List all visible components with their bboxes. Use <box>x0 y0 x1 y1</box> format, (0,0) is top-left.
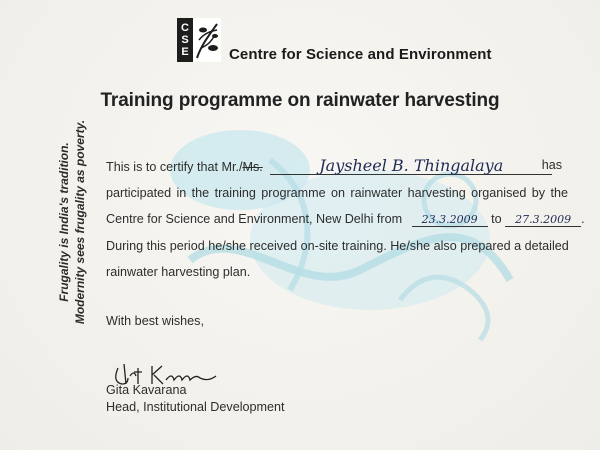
certify-suffix: has <box>541 158 562 172</box>
certify-prefix: This is to certify that Mr./ <box>106 160 243 174</box>
organization-name: Centre for Science and Environment <box>229 46 492 63</box>
closing-text: With best wishes, <box>106 314 204 328</box>
signer-name: Gita Kavarana <box>106 383 187 397</box>
body-line-2: participated in the training programme on rainwater harvesting organised by the <box>106 186 568 200</box>
motto-line-2: Modernity sees frugality as poverty. <box>73 119 87 325</box>
participant-name: Jaysheel B. Thingalaya <box>270 158 552 175</box>
leaf-icon <box>193 18 221 62</box>
date-period: . <box>581 212 585 226</box>
certificate-title: Training programme on rainwater harvesting <box>100 90 500 111</box>
body-line-1 <box>106 158 568 175</box>
signer-designation: Head, Institutional Development <box>106 400 285 414</box>
logo-letters <box>177 18 193 62</box>
struck-salutation: Ms. <box>242 160 263 174</box>
body-line-4: During this period he/she received on-site training. He/she also prepared a detailed <box>106 239 569 253</box>
body-line-5: rainwater harvesting plan. <box>106 265 251 279</box>
body-line-3 <box>106 212 585 227</box>
motto-line-1: Frugality is India's tradition. <box>57 142 71 302</box>
date-to: 27.3.2009 <box>505 214 581 227</box>
organisation-location: Centre for Science and Environment, New Delhi from <box>106 212 403 226</box>
side-motto <box>56 120 88 324</box>
logo-letter-s: S <box>181 34 189 46</box>
date-to-word: to <box>491 212 502 226</box>
logo-letter-c: C <box>181 22 189 34</box>
date-from: 23.3.2009 <box>412 214 488 227</box>
logo-letter-e: E <box>181 46 189 58</box>
cse-logo <box>177 18 221 62</box>
